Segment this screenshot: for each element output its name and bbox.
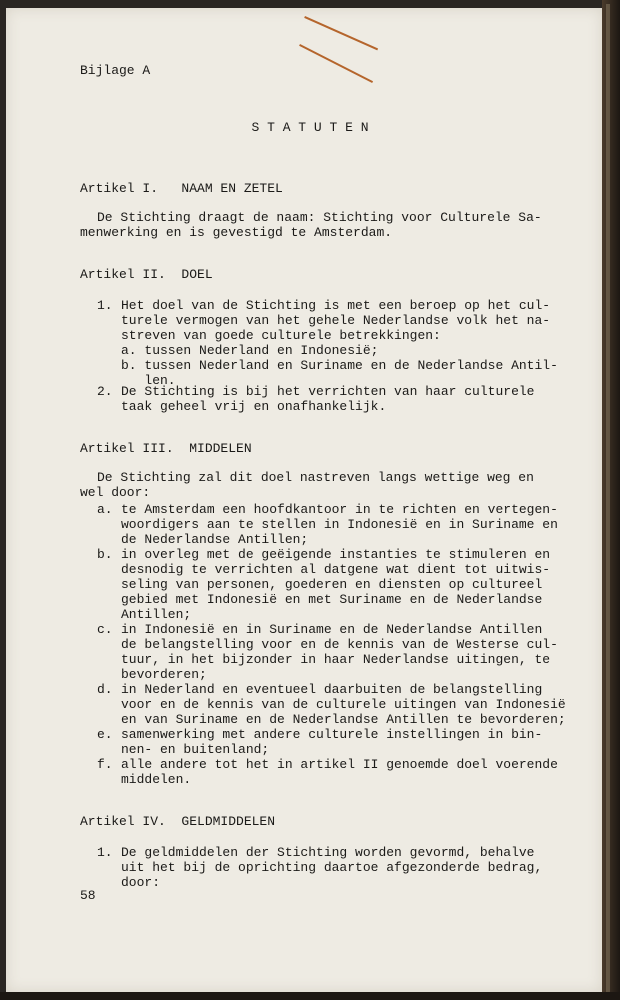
text-line: bevorderen; [121, 667, 207, 682]
text-line: te Amsterdam een hoofdkantoor in te richten en vertegen- [121, 502, 558, 517]
text-line: De geldmiddelen der Stichting worden gevormd, behalve [121, 845, 535, 860]
book-edge [602, 0, 620, 1000]
text-line: tuur, in het bijzonder in haar Nederlandse uitingen, te [121, 652, 551, 667]
bottom-shadow [0, 992, 620, 1000]
item-letter: f. [97, 757, 113, 772]
item-number: 1. [97, 298, 113, 313]
text-line: De Stichting zal dit doel nastreven langs wettige weg en [97, 470, 534, 485]
text-line: De Stichting is bij het verrichten van haar culturele [121, 384, 535, 399]
item-letter: b. [97, 547, 113, 562]
text-line: in Indonesië en in Suriname en de Nederlandse Antillen [121, 622, 543, 637]
article-heading: Artikel II. DOEL [80, 267, 213, 282]
text-line: De Stichting draagt de naam: Stichting voor Culturele Sa- [97, 210, 542, 225]
appendix-label: Bijlage A [80, 63, 151, 78]
item-letter: e. [97, 727, 113, 742]
text-line: door: [121, 875, 161, 890]
item-number: 1. [97, 845, 113, 860]
text-line: taak geheel vrij en onafhankelijk. [121, 399, 387, 414]
article-heading: Artikel IV. GELDMIDDELEN [80, 814, 276, 829]
item-number: 2. [97, 384, 113, 399]
text-line: uit het bij de oprichting daartoe afgezonderde bedrag, [121, 860, 543, 875]
text-line: alle andere tot het in artikel II genoemde doel voerende [121, 757, 558, 772]
text-line: voor en de kennis van de culturele uitingen van Indonesië [121, 697, 566, 712]
text-line: gebied met Indonesië en met Suriname en de Nederlandse [121, 592, 543, 607]
article-heading: Artikel I. NAAM EN ZETEL [80, 181, 283, 196]
text-line: b. tussen Nederland en Suriname en de Nederlandse Antil- [121, 358, 558, 373]
text-line: samenwerking met andere culturele instellingen in bin- [121, 727, 543, 742]
article-heading: Artikel III. MIDDELEN [80, 441, 252, 456]
text-line: seling van personen, goederen en diensten op cultureel [121, 577, 543, 592]
item-letter: d. [97, 682, 113, 697]
text-line: menwerking en is gevestigd te Amsterdam. [80, 225, 393, 240]
page-number: 58 [80, 888, 96, 903]
text-line: Het doel van de Stichting is met een beroep op het cul- [121, 298, 551, 313]
text-line: middelen. [121, 772, 192, 787]
page-edge-highlight [606, 4, 610, 996]
item-letter: c. [97, 622, 113, 637]
text-line: a. tussen Nederland en Indonesië; [121, 343, 379, 358]
document-title: S T A T U T E N [251, 120, 369, 135]
text-line: woordigers aan te stellen in Indonesië en in Suriname en [121, 517, 558, 532]
text-line: de belangstelling voor en de kennis van de Westerse cul- [121, 637, 558, 652]
text-line: streven van goede culturele betrekkingen: [121, 328, 441, 343]
text-line: in Nederland en eventueel daarbuiten de belangstelling [121, 682, 543, 697]
item-letter: a. [97, 502, 113, 517]
text-line: wel door: [80, 485, 151, 500]
text-line: desnodig te verrichten al datgene wat dient tot uitwis- [121, 562, 551, 577]
text-line: Antillen; [121, 607, 192, 622]
text-line: en van Suriname en de Nederlandse Antillen te bevorderen; [121, 712, 566, 727]
text-line: in overleg met de geëigende instanties te stimuleren en [121, 547, 551, 562]
text-line: turele vermogen van het gehele Nederlandse volk het na- [121, 313, 551, 328]
text-line: len. [121, 373, 176, 388]
text-line: de Nederlandse Antillen; [121, 532, 309, 547]
text-line: nen- en buitenland; [121, 742, 270, 757]
